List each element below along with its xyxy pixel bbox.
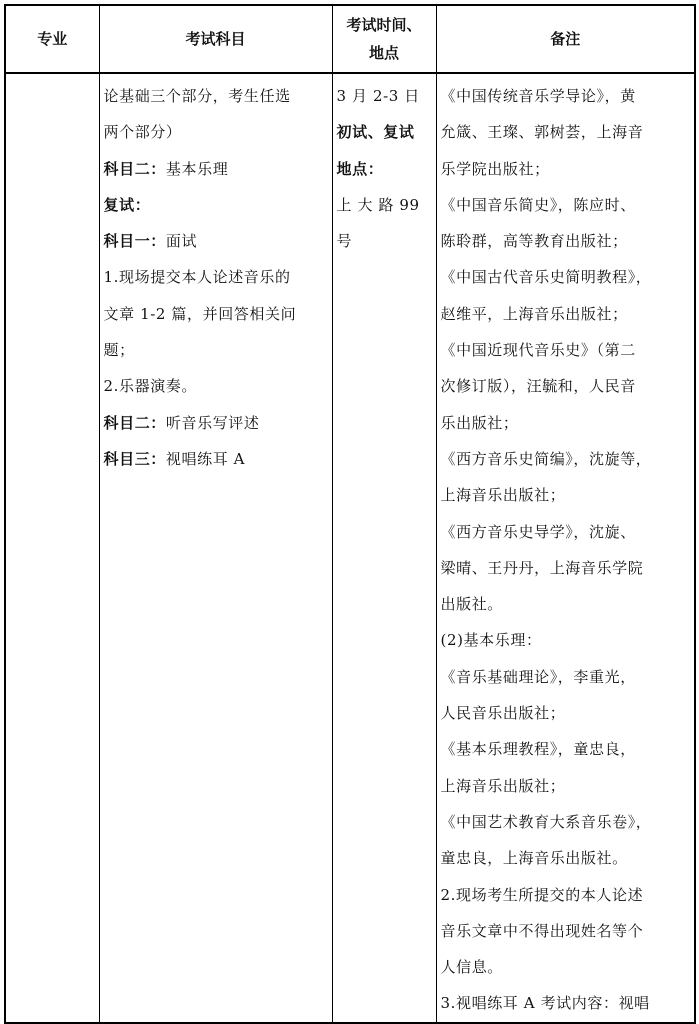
- subjects-line: 两个部分）: [103, 123, 182, 142]
- subjects-line: 2.乐器演奏。: [103, 377, 198, 396]
- notes-line: 次修订版），汪毓和，人民音: [440, 377, 636, 396]
- time-place-cell: [332, 73, 436, 1023]
- notes-line: 梁晴、王丹丹，上海音乐学院: [440, 558, 644, 577]
- notes-line: 陈聆群，高等教育出版社；: [440, 232, 628, 251]
- subjects-content: [100, 74, 332, 477]
- subjects-line: [104, 151, 328, 187]
- subjects-value: 视唱练耳 A: [165, 449, 246, 468]
- notes-line: 《中国传统音乐学导论》，黄: [440, 87, 636, 105]
- header-time-place: [332, 5, 436, 73]
- notes-line: 上海音乐出版社；: [440, 776, 566, 795]
- subjects-line: 文章 1-2 篇，并回答相关问: [103, 304, 297, 323]
- notes-line: 《西方音乐史简编》，沈旋等，: [440, 449, 652, 468]
- notes-line: 《基本乐理教程》，童忠良，: [440, 740, 636, 759]
- subjects-label: 科目一：: [103, 232, 166, 251]
- subjects-line: [104, 441, 328, 477]
- notes-line: 人信息。: [440, 958, 503, 977]
- subjects-cell: [99, 73, 332, 1023]
- notes-line: 《音乐基础理论》，李重光，: [440, 667, 636, 686]
- header-major: 专业: [5, 5, 99, 73]
- subjects-label: 科目二：: [103, 159, 166, 178]
- notes-line: 《中国近现代音乐史》（第二: [440, 341, 636, 360]
- subjects-label: 科目三：: [103, 449, 166, 468]
- notes-line: 《中国艺术教育大系音乐卷》，: [440, 812, 652, 831]
- notes-line: 人民音乐出版社；: [440, 704, 566, 723]
- notes-cell: [436, 73, 695, 1023]
- notes-line: 允箴、王璨、郭树荟，上海音: [440, 123, 644, 142]
- notes-line: 《中国古代音乐史简明教程》，: [440, 268, 652, 287]
- notes-line: 乐学院出版社；: [440, 159, 550, 178]
- subjects-line: 复试：: [103, 195, 151, 214]
- time-place-line: 初试、复试: [336, 123, 415, 142]
- major-cell: [5, 73, 99, 1023]
- notes-line: 出版社。: [440, 595, 503, 614]
- notes-line: 乐出版社；: [440, 413, 519, 432]
- time-place-line: 号: [336, 232, 353, 251]
- subjects-value: 听音乐写评述: [165, 413, 260, 432]
- time-place-line: 地点：: [336, 159, 384, 178]
- time-place-line: 3 月 2-3 日: [336, 87, 420, 105]
- notes-line: 2.现场考生所提交的本人论述: [440, 885, 644, 904]
- time-place-content: [333, 74, 436, 259]
- notes-line: 上海音乐出版社；: [440, 486, 566, 505]
- notes-line: 童忠良，上海音乐出版社。: [440, 849, 628, 868]
- subjects-line: 题；: [103, 341, 135, 360]
- header-notes: 备注: [436, 5, 695, 73]
- notes-line: 3.视唱练耳 A 考试内容：视唱: [440, 994, 650, 1013]
- subjects-line: 1.现场提交本人论述音乐的: [103, 268, 291, 287]
- header-time-place-line2: 地点: [368, 44, 399, 62]
- notes-content: [437, 74, 695, 1022]
- subjects-line: [104, 405, 328, 441]
- notes-line: (2)基本乐理：: [440, 631, 542, 650]
- header-time-place-line1: 考试时间、: [346, 16, 422, 34]
- notes-line: 《西方音乐史导学》，沈旋、: [440, 522, 636, 541]
- subjects-value: 基本乐理: [165, 159, 229, 178]
- subjects-value: 面试: [165, 232, 198, 251]
- major-text: [6, 74, 99, 78]
- notes-line: 《中国音乐简史》，陈应时、: [440, 195, 636, 214]
- table-header-row: [5, 5, 695, 73]
- table-body-row: [5, 73, 695, 1023]
- time-place-line: 上 大 路 99: [336, 195, 420, 214]
- notes-line: 赵维平，上海音乐出版社；: [440, 304, 628, 323]
- subjects-line: 论基础三个部分，考生任选: [103, 87, 291, 105]
- exam-table: [4, 4, 696, 1024]
- notes-line: 音乐文章中不得出现姓名等个: [440, 921, 644, 940]
- subjects-label: 科目二：: [103, 413, 166, 432]
- header-subjects: 考试科目: [99, 5, 332, 73]
- subjects-line: [104, 223, 328, 259]
